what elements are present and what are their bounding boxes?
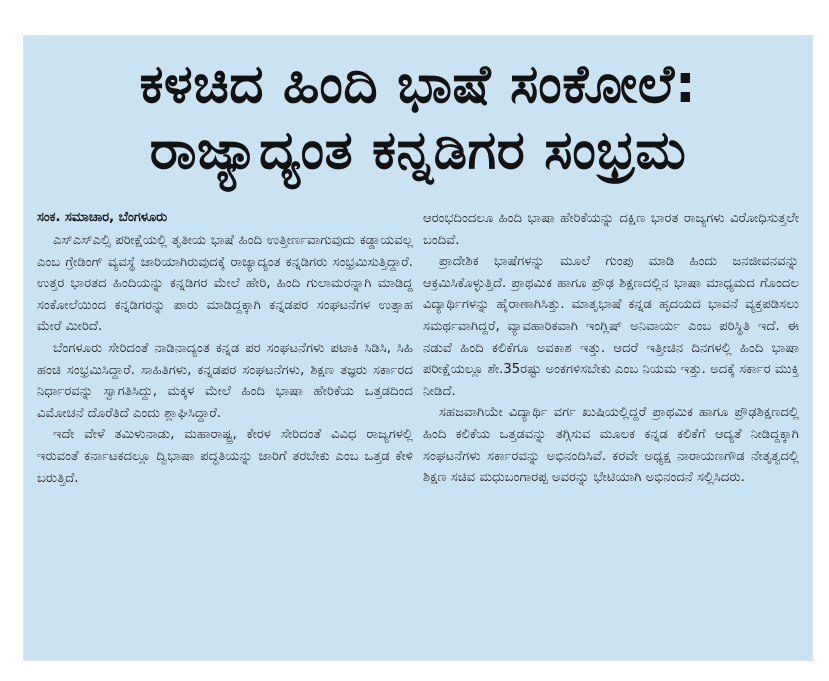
article-body <box>37 208 799 652</box>
article-column-left <box>37 208 413 652</box>
paragraph-2: ಬೆಂಗಳೂರು ಸೇರಿದಂತೆ ನಾಡಿನಾದ್ಯಂತ ಕನ್ನಡ ಪರ ಸಂಘಟನೆಗಳು ಪಟಾಕಿ ಸಿಡಿಸಿ, ಸಿಹಿ ಹಂಚಿ ಸಂಭ್ರಮಿಸಿದ್ದಾರೆ. ಸಾಹಿತಿಗಳು, ಕನ್ನಡಪರ ಸಂಘಟನೆಗಳು, ಶಿಕ್ಷಣ ತಜ್ಞರು ಸರ್ಕಾರದ ನಿರ್ಧಾರವನ್ನು ಸ್ವಾಗತಿಸಿದ್ದು, ಮಕ್ಕಳ ಮೇಲೆ ಹಿಂದಿ ಭಾಷಾ ಹೇರಿಕೆಯ ಒತ್ತಡದಿಂದ ವಿಮೋಚನೆ ದೊರೆತಿದೆ ಎಂದು ಶ್ಲಾಘಿಸಿದ್ದಾರೆ. <box>37 340 413 421</box>
paragraph-1: ಎಸ್ಎಸ್ಎಲ್ಸಿ ಪರೀಕ್ಷೆಯಲ್ಲಿ ತೃತೀಯ ಭಾಷೆ ಹಿಂದಿ ಉತ್ತೀರ್ಣವಾಗುವುದು ಕಡ್ಡಾಯವಲ್ಲ ಎಂಬ ಗ್ರೇಡಿಂಗ್ ವ್ಯವಸ್ಥೆ ಜಾರಿಯಾಗಿರುವುದಕ್ಕೆ ರಾಜ್ಯಾದ್ಯಂತ ಕನ್ನಡಿಗರು ಸಂಭ್ರಮಿಸುತ್ತಿದ್ದಾರೆ. ಉತ್ತರ ಭಾರತದ ಹಿಂದಿಯನ್ನು ಕನ್ನಡಿಗರ ಮೇಲೆ ಹೇರಿ, ಹಿಂದಿ ಗುಲಾಮರನ್ನಾಗಿ ಮಾಡಿದ್ದ ಸಂಕೋಲೆಯಿಂದ ಕನ್ನಡಿಗರನ್ನು ಪಾರು ಮಾಡಿದ್ದಕ್ಕಾಗಿ ಕನ್ನಡಪರ ಸಂಘಟನೆಗಳ ಉತ್ಸಾಹ ಮೇರೆ ಮೀರಿದೆ. <box>37 233 413 335</box>
paragraph-5: ಪ್ರಾದೇಶಿಕ ಭಾಷೆಗಳನ್ನು ಮೂಲೆ ಗುಂಪು ಮಾಡಿ ಹಿಂದು ಜನಜೀವನವನ್ನು ಆಕ್ರಮಿಸಿಕೊಳ್ಳುತ್ತಿದೆ. ಪ್ರಾಥಮಿಕ ಹಾಗೂ ಪ್ರೌಢ ಶಿಕ್ಷಣದಲ್ಲಿನ ಭಾಷಾ ಮಾಧ್ಯಮದ ಗೊಂದಲ ವಿದ್ಯಾರ್ಥಿಗಳನ್ನು ಹೈರಾಣಾಗಿಸಿತ್ತು. ಮಾತೃಭಾಷೆ ಕನ್ನಡ ಹೃದಯದ ಭಾವನೆ ವ್ಯಕ್ತಪಡಿಸಲು ಸಮರ್ಥವಾಗಿದ್ದರೆ, ವ್ಯಾವಹಾರಿಕವಾಗಿ ಇಂಗ್ಲಿಷ್ ಅನಿವಾರ್ಯ ಎಂಬ ಪರಿಸ್ಥಿತಿ ಇದೆ. ಈ ನಡುವೆ ಹಿಂದಿ ಕಲಿಕೆಗೂ ಅವಕಾಶ ಇತ್ತು. ಆದರೆ ಇತ್ತೀಚಿನ ದಿನಗಳಲ್ಲಿ ಹಿಂದಿ ಭಾಷಾ ಪರೀಕ್ಷೆಯಲ್ಲೂ ಶೇ.35ರಷ್ಟು ಅಂಕಗಳಿಸಬೇಕು ಎಂಬ ನಿಯಮ ಇತ್ತು. ಅದಕ್ಕೆ ಸರ್ಕಾರ ಮುಕ್ತಿ ನೀಡಿದೆ. <box>423 254 799 399</box>
paragraph-3: ಇದೇ ವೇಳೆ ತಮಿಳುನಾಡು, ಮಹಾರಾಷ್ಟ್ರ, ಕೇರಳ ಸೇರಿದಂತೆ ವಿವಿಧ ರಾಜ್ಯಗಳಲ್ಲಿ ಇರುವಂತೆ ಕರ್ನಾಟಕದಲ್ಲೂ ದ್ವಿಭಾಷಾ ಪದ್ಧತಿಯನ್ನು ಜಾರಿಗೆ ತರಬೇಕು ಎಂಬ ಒತ್ತಡ ಕೇಳಿ ಬರುತ್ತಿದೆ. <box>37 427 413 486</box>
article-column-right <box>423 208 799 652</box>
headline <box>24 36 812 184</box>
headline-line-2: ರಾಜ್ಯಾದ್ಯಂತ ಕನ್ನಡಿಗರ ಸಂಭ್ರಮ <box>149 120 687 181</box>
dateline: ಸಂಕ. ಸಮಾಚಾರ, ಬೆಂಗಳೂರು <box>37 210 168 225</box>
paragraph-6: ಸಹಜವಾಗಿಯೇ ವಿದ್ಯಾರ್ಥಿ ವರ್ಗ ಖುಷಿಯಲ್ಲಿದ್ದರೆ ಪ್ರಾಥಮಿಕ ಹಾಗೂ ಪ್ರೌಢಶಿಕ್ಷಣದಲ್ಲಿ ಹಿಂದಿ ಕಲಿಕೆಯ ಒತ್ತಡವನ್ನು ತಗ್ಗಿಸುವ ಮೂಲಕ ಕನ್ನಡ ಕಲಿಕೆಗೆ ಆದ್ಯತೆ ನೀಡಿದ್ದಕ್ಕಾಗಿ ಸಂಘಟನೆಗಳು ಸರ್ಕಾರವನ್ನು ಅಭಿನಂದಿಸಿವೆ. ಕರವೇ ಅಧ್ಯಕ್ಷ ನಾರಾಯಣಗೌಡ ನೇತೃತ್ವದಲ್ಲಿ ಶಿಕ್ಷಣ ಸಚಿವ ಮಧುಬಂಗಾರಪ್ಪ ಅವರನ್ನು ಭೇಟಿಯಾಗಿ ಅಭಿನಂದನೆ ಸಲ್ಲಿಸಿದರು. <box>423 405 799 486</box>
paragraph-4: ಆರಂಭದಿಂದಲೂ ಹಿಂದಿ ಭಾಷಾ ಹೇರಿಕೆಯನ್ನು ದಕ್ಷಿಣ ಭಾರತ ರಾಜ್ಯಗಳು ವಿರೋಧಿಸುತ್ತಲೇ ಬಂದಿವೆ. <box>423 211 799 248</box>
headline-line-1: ಕಳಚಿದ ಹಿಂದಿ ಭಾಷೆ ಸಂಕೋಲೆ: <box>139 54 697 115</box>
newspaper-clipping <box>24 36 812 660</box>
